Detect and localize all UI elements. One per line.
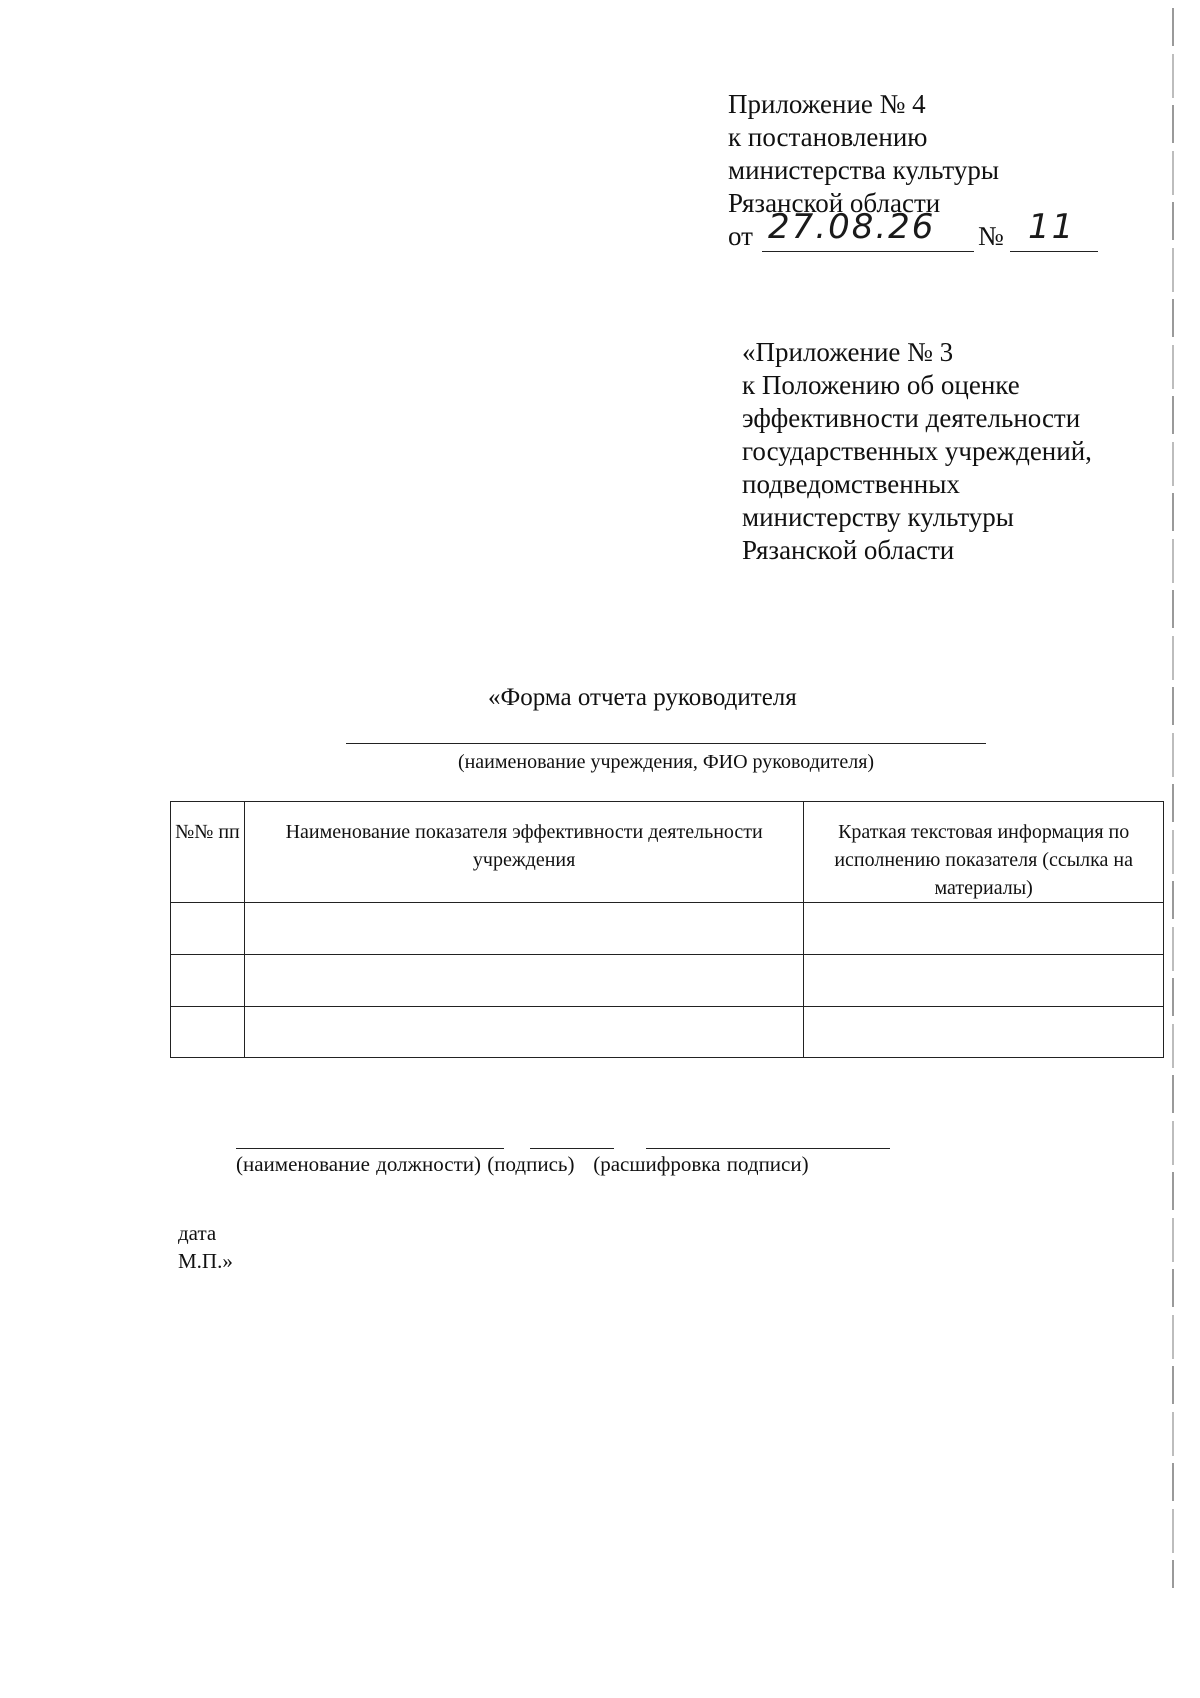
decoding-caption: (расшифровка подписи) [593,1152,809,1176]
table-cell[interactable] [171,955,245,1007]
table-cell[interactable] [244,955,803,1007]
appendix-4-line-3: министерства культуры [728,155,1000,185]
seal-label: М.П.» [178,1249,233,1273]
table-cell[interactable] [804,955,1164,1007]
decoding-fill-line [646,1148,890,1149]
footer [178,1219,233,1275]
position-fill-line [236,1148,504,1149]
institution-fill-line [346,743,986,744]
appendix-3-line-4: государственных учреждений, [742,436,1092,466]
table-row [171,903,1164,955]
appendix-4-header [728,88,1076,256]
report-table [170,801,1164,1058]
appendix-4-line-2: к постановлению [728,122,928,152]
table-row [171,955,1164,1007]
table-row [171,1007,1164,1058]
signature-fill-line [530,1148,614,1149]
resolution-date-line [728,207,1076,256]
table-cell[interactable] [804,1007,1164,1058]
form-title: «Форма отчета руководителя [488,684,797,711]
position-caption: (наименование должности) [236,1152,482,1176]
handwritten-date: 27.08.26 [768,207,936,247]
table-cell[interactable] [804,903,1164,955]
header-number: №№ пп [171,802,245,903]
appendix-3-line-7: Рязанской области [742,535,955,565]
signature-captions [236,1152,809,1177]
number-sign: № [978,221,1004,251]
handwritten-number: 11 [1028,207,1076,247]
institution-caption: (наименование учреждения, ФИО руководителя) [457,751,875,773]
appendix-3-line-2: к Положению об оценке [742,370,1020,400]
appendix-4-line-4: Рязанской области [728,188,941,218]
signature-caption: (подпись) [487,1152,575,1176]
date-label: дата [178,1221,217,1245]
header-brief-info: Краткая текстовая информация по исполнению показателя (ссылка на материалы) [804,802,1164,903]
table-header-row [171,802,1164,903]
header-indicator-name: Наименование показателя эффективности деятельности учреждения [244,802,803,903]
appendix-3-header [742,336,1092,567]
table-cell[interactable] [244,903,803,955]
scan-edge-mark [1172,8,1174,1588]
appendix-3-line-3: эффективности деятельности [742,403,1081,433]
table-cell[interactable] [171,1007,245,1058]
appendix-3-line-6: министерству культуры [742,502,1014,532]
appendix-3-line-1: «Приложение № 3 [742,337,954,367]
date-underline [762,251,974,252]
appendix-3-line-5: подведомственных [742,469,960,499]
date-prefix: от [728,221,753,251]
table-cell[interactable] [171,903,245,955]
table-cell[interactable] [244,1007,803,1058]
appendix-4-line-1: Приложение № 4 [728,89,926,119]
number-underline [1010,251,1098,252]
